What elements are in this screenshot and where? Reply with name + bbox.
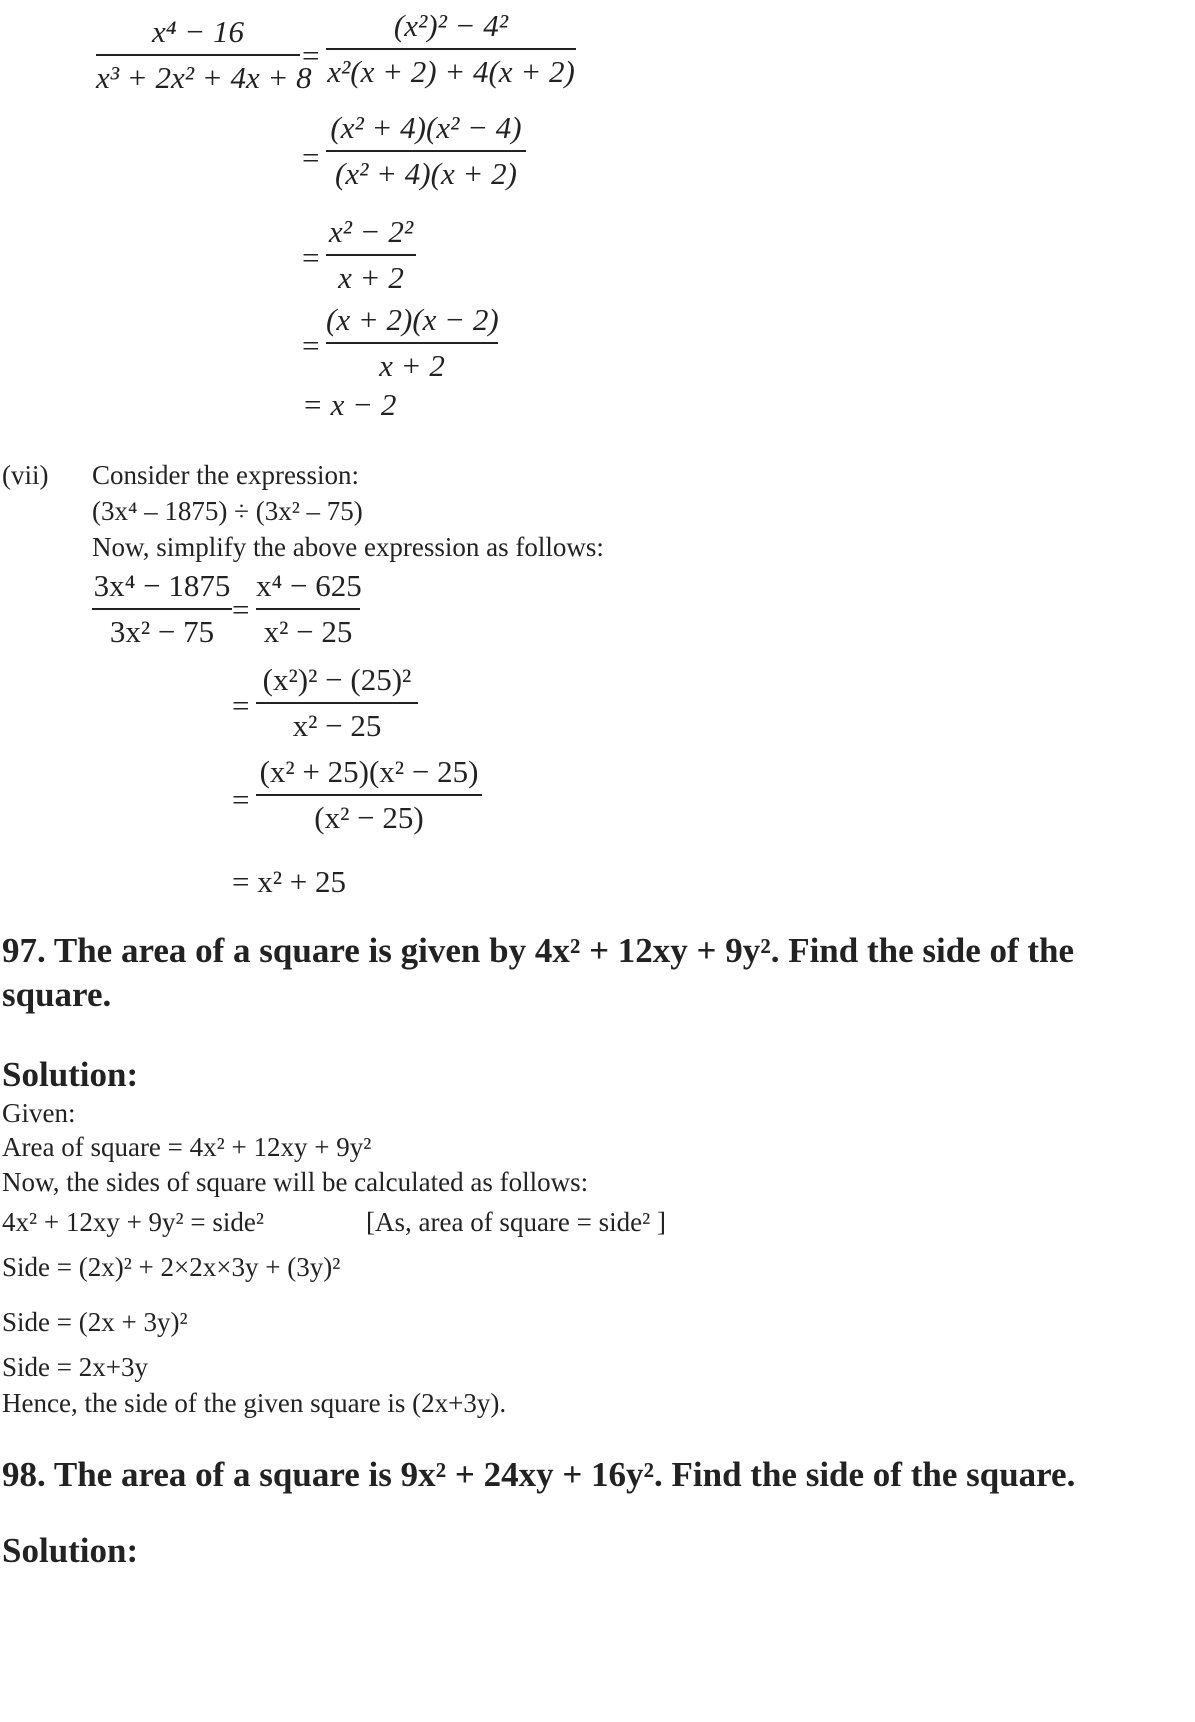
fraction-bar (326, 254, 416, 256)
vii-step-1 (256, 566, 360, 652)
vii-step-3-numerator: (x² + 25)(x² − 25) (259, 754, 479, 789)
vii-intro: Consider the expression: (92, 460, 359, 490)
vii-lhs-denominator: 3x² − 75 (109, 614, 215, 649)
equals-sign: = (302, 328, 320, 363)
equals-sign: = (302, 140, 320, 175)
equals-sign: = (302, 38, 320, 73)
equals-sign: = (232, 592, 250, 627)
vii-expression: (3x⁴ – 1875) ÷ (3x² – 75) (92, 496, 363, 526)
equals-sign: = (302, 240, 320, 275)
vi-step-1-denominator: x²(x + 2) + 4(x + 2) (327, 54, 575, 89)
vii-result: = x² + 25 (232, 864, 347, 899)
vii-step-1-denominator: x² − 25 (263, 614, 353, 649)
vi-lhs-denominator: x³ + 2x² + 4x + 8 (96, 60, 312, 95)
q97-heading-line1: 97. The area of a square is given by 4x² + 12xy + 9y². Find the side of the (2, 931, 1075, 970)
q98-heading: 98. The area of a square is 9x² + 24xy + 16y². Find the side of the square. (2, 1455, 1076, 1494)
fraction-bar (326, 150, 526, 152)
vii-step-3 (256, 752, 482, 838)
vi-step-2-numerator: (x² + 4)(x² − 4) (330, 110, 522, 145)
vii-step-3-denominator: (x² − 25) (314, 800, 424, 835)
q98-solution-label: Solution: (2, 1531, 139, 1570)
vi-step-2 (326, 108, 526, 194)
fraction-bar (326, 48, 576, 50)
q97-solution-label: Solution: (2, 1055, 139, 1094)
vi-step-3 (326, 212, 416, 298)
q97-method: Now, the sides of square will be calculated as follows: (2, 1167, 589, 1197)
vi-result: = x − 2 (302, 387, 397, 422)
q97-equation-note: [As, area of square = side² ] (366, 1207, 666, 1237)
vii-simplify-text: Now, simplify the above expression as follows: (92, 532, 604, 562)
fraction-bar (256, 702, 418, 704)
vi-step-2-denominator: (x² + 4)(x + 2) (335, 156, 517, 191)
vii-step-2-denominator: x² − 25 (292, 708, 382, 743)
q97-conclusion: Hence, the side of the given square is (2x+3y). (2, 1388, 507, 1418)
fraction-bar (92, 608, 232, 610)
vi-step-1-numerator: (x²)² − 4² (393, 8, 509, 43)
vii-label: (vii) (2, 460, 49, 490)
fraction-bar (256, 608, 360, 610)
q97-side-expansion: Side = (2x)² + 2×2x×3y + (3y)² (2, 1252, 341, 1282)
q97-equation: 4x² + 12xy + 9y² = side² (2, 1207, 264, 1237)
equals-sign: = (232, 782, 250, 817)
vii-step-1-numerator: x⁴ − 625 (256, 568, 362, 603)
vi-lhs-numerator: x⁴ − 16 (152, 14, 244, 49)
vi-step-4-denominator: x + 2 (379, 348, 445, 383)
vii-lhs-fraction (92, 566, 232, 652)
vii-step-2-numerator: (x²)² − (25)² (262, 662, 412, 697)
vii-lhs-numerator: 3x⁴ − 1875 (93, 568, 231, 603)
fraction-bar (326, 342, 498, 344)
q97-side-square: Side = (2x + 3y)² (2, 1307, 188, 1337)
vi-step-3-denominator: x + 2 (338, 260, 404, 295)
vi-step-3-numerator: x² − 2² (328, 214, 414, 249)
vii-step-2 (256, 660, 418, 746)
fraction-bar (256, 794, 482, 796)
q97-given: Given: (2, 1098, 76, 1128)
q97-side-result: Side = 2x+3y (2, 1352, 148, 1382)
vi-step-4-numerator: (x + 2)(x − 2) (326, 302, 499, 337)
equals-sign: = (232, 688, 250, 723)
q97-area: Area of square = 4x² + 12xy + 9y² (2, 1132, 372, 1162)
vi-step-4 (326, 300, 498, 386)
fraction-bar (96, 54, 300, 56)
vi-lhs-fraction (96, 12, 312, 98)
vi-step-1 (326, 6, 576, 92)
q97-heading-line2: square. (2, 975, 112, 1014)
